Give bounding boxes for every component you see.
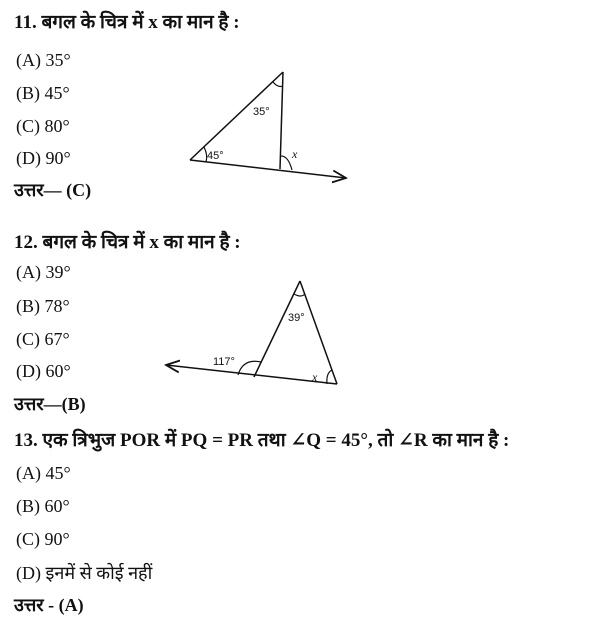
q11-angle-top: 35° [253,106,270,118]
q11-angle-left: 45° [207,150,224,162]
q12-left-side [254,281,300,377]
question-11-text: 11. बगल के चित्र में x का मान है : [14,12,240,33]
q13-option-d: (D) इनमें से कोई नहीं [16,563,153,583]
q11-option-d: (D) 90° [16,148,71,168]
q11-label-x: x [292,147,298,161]
q13-option-c: (C) 90° [16,529,70,549]
q13-option-a: (A) 45° [16,463,71,483]
q11-base-ray [190,160,346,178]
q12-label-x: x [312,370,318,384]
q12-angle-ext: 117° [213,356,235,368]
q12-answer: उत्तर—(B) [14,394,86,414]
q11-triangle-figure [180,62,360,186]
q12-option-c: (C) 67° [16,329,70,349]
q12-right-side [300,281,337,384]
q12-option-a: (A) 39° [16,262,71,282]
q13-option-b: (B) 60° [16,496,70,516]
q12-triangle-figure [160,275,345,393]
q12-option-b: (B) 78° [16,296,70,316]
q11-answer: उत्तर— (C) [14,180,92,200]
q12-arc-right [327,370,332,384]
question-13-text: 13. एक त्रिभुज POR में PQ = PR तथा ∠Q = 45°, तो ∠R का मान है : [14,430,510,451]
q13-answer: उत्तर - (A) [14,595,84,615]
q11-option-a: (A) 35° [16,50,71,70]
q12-arc-top [294,294,305,296]
q11-arc-top [273,82,283,87]
question-12-text: 12. बगल के चित्र में x का मान है : [14,232,241,253]
q11-option-c: (C) 80° [16,116,70,136]
q12-option-d: (D) 60° [16,361,71,381]
q11-arc-ext [280,156,292,170]
q11-option-b: (B) 45° [16,83,70,103]
q12-angle-top: 39° [288,312,305,324]
